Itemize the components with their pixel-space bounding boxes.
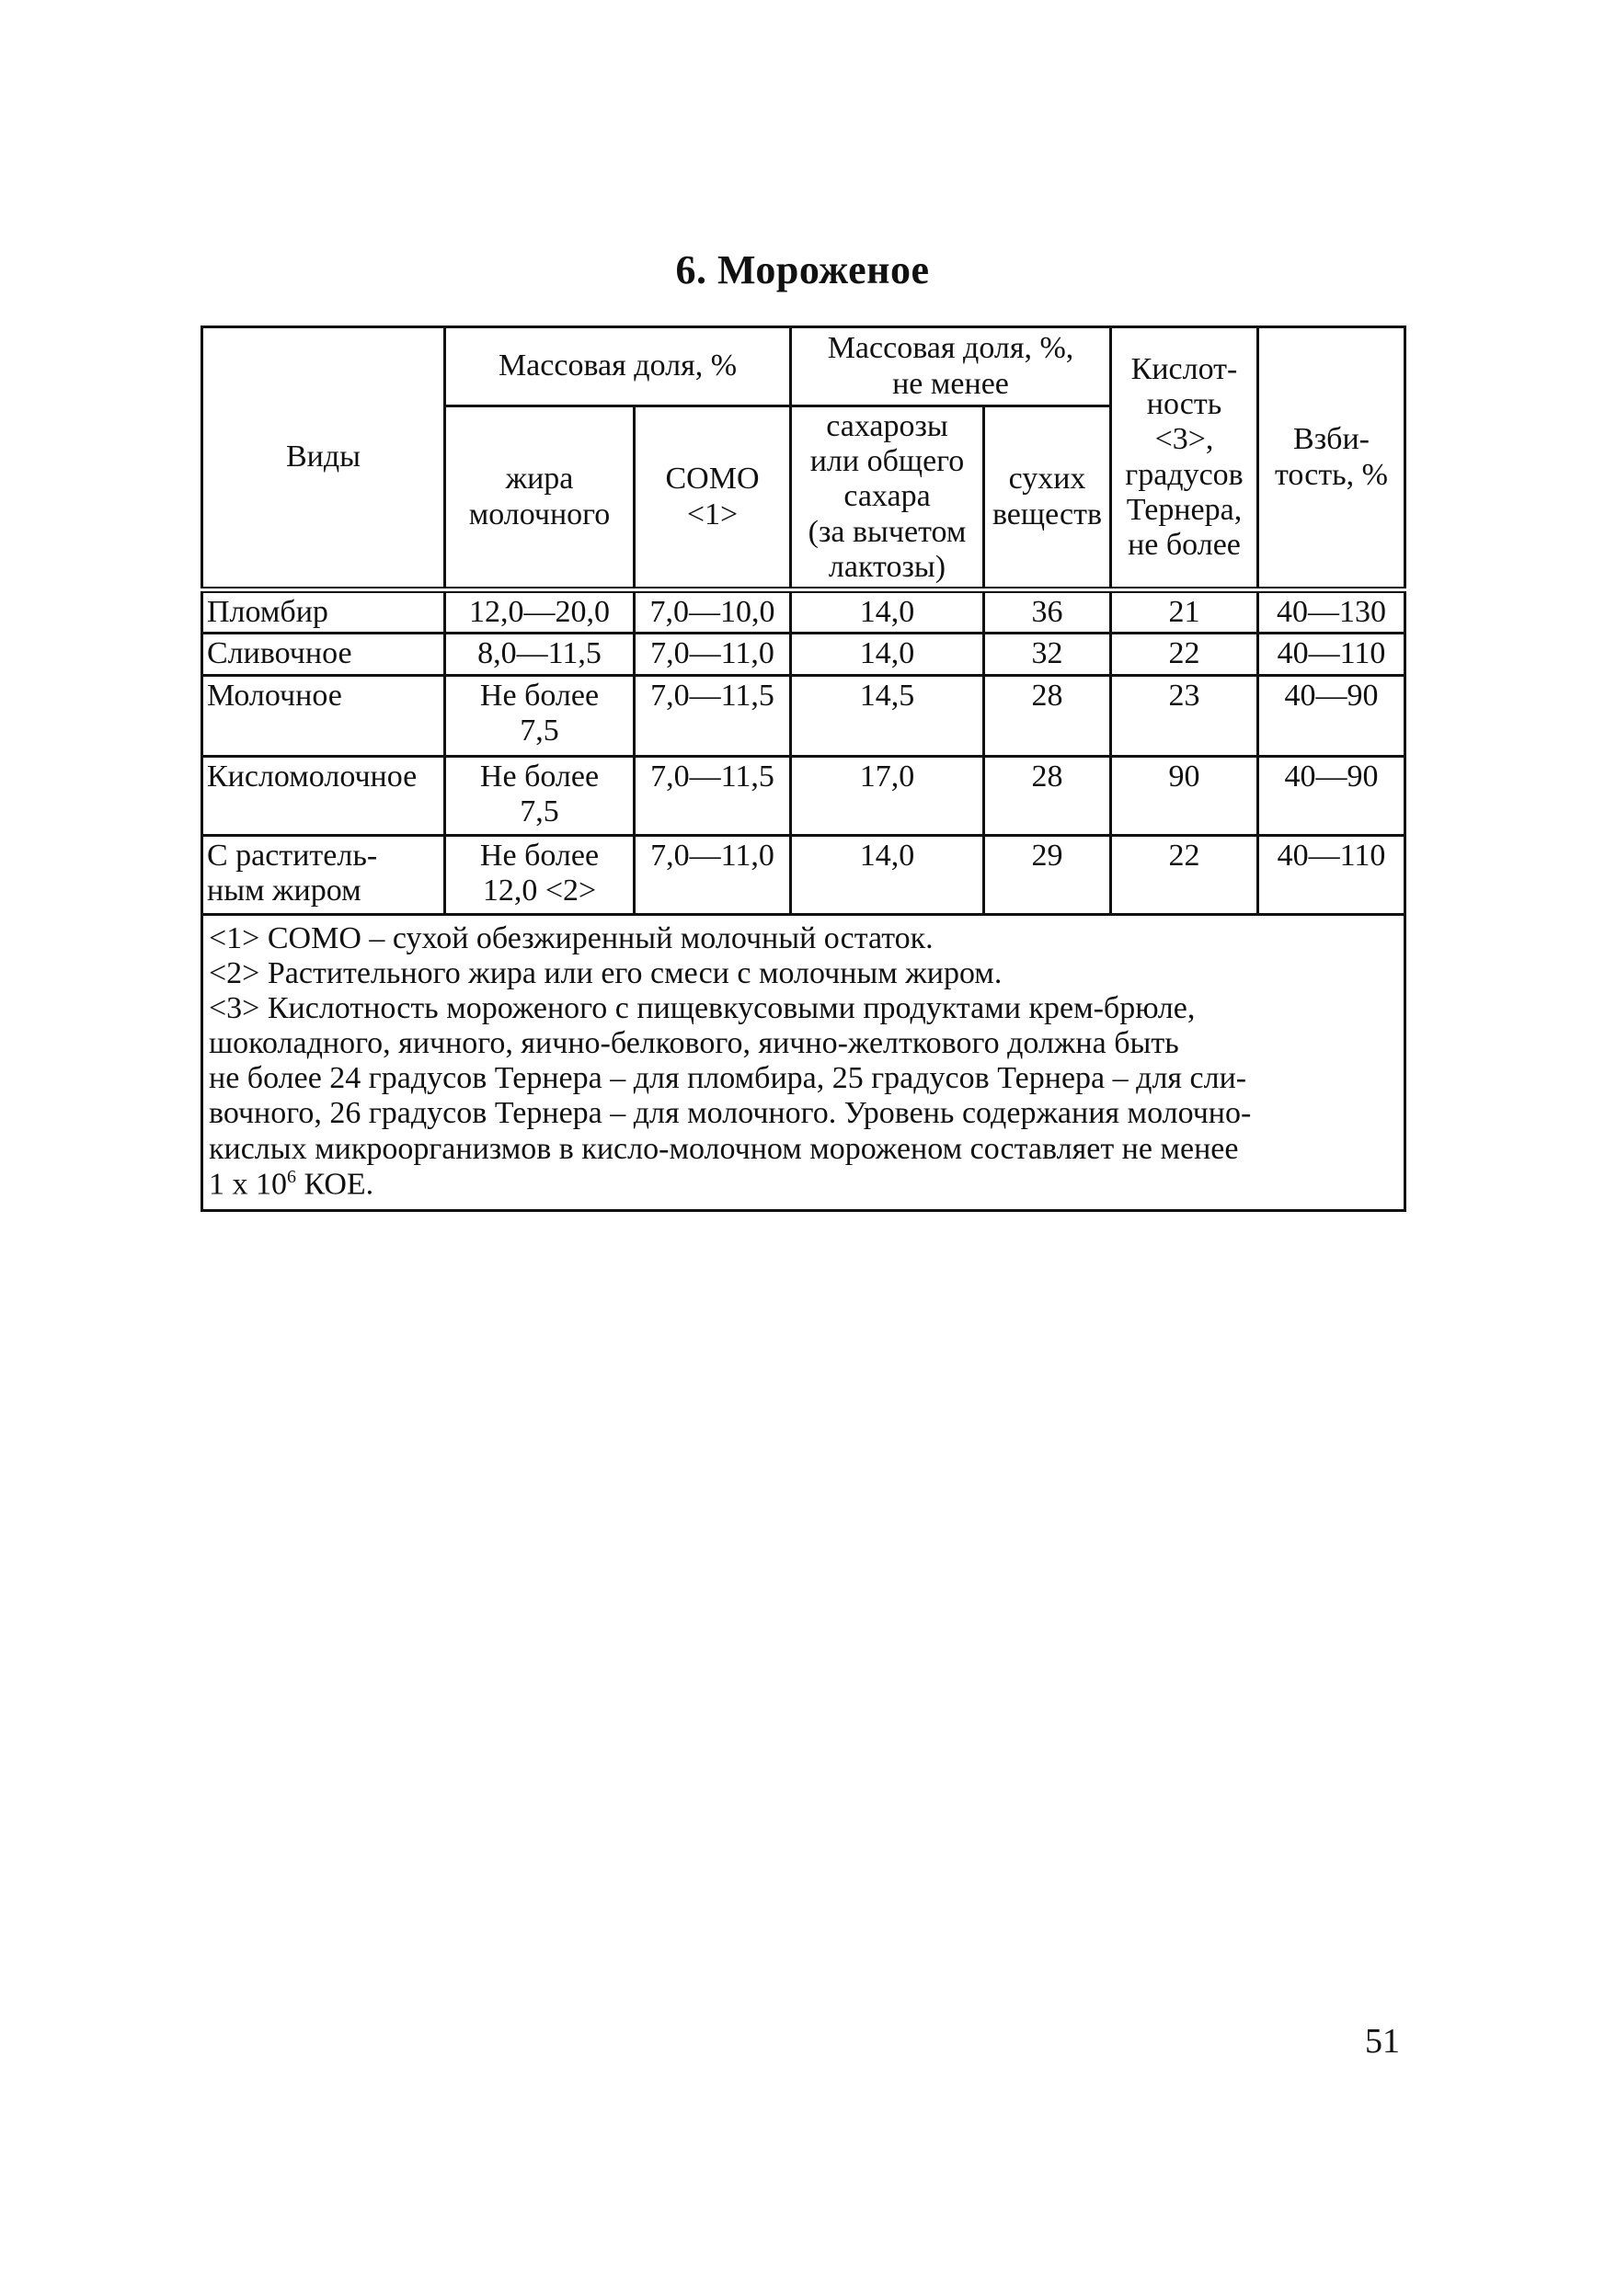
footnote-line: шоколадного, яичного, яично-белкового, яично-желткового должна быть [209,1026,1179,1061]
header-fat-l1: жира [505,462,574,497]
page-number: 51 [1365,2022,1400,2061]
cell-whip: 40—110 [1258,634,1405,676]
cell-whip: 40—90 [1258,757,1405,836]
notes-row [202,915,1405,1211]
table-row [202,836,1405,915]
header-somo-l2: <1> [686,497,739,531]
header-fat-l2: молочного [468,497,611,531]
cell-fat [445,590,635,634]
footnote-line: кислых микроорганизмов в кисло-молочном мороженом составляет не менее [209,1131,1239,1166]
header-acidity [1111,327,1258,590]
footnote-line: <2> Растительного жира или его смеси с молочным жиром. [209,956,1003,991]
cell-acidity: 22 [1111,634,1258,676]
header-solids-l1: сухих [1008,462,1086,497]
cell-fat [445,676,635,757]
footnote-cfu-prefix: 1 х 10 [209,1166,287,1201]
header-sugar-l3: сахара [843,479,931,514]
header-acidity-l2: ность [1146,387,1222,422]
table-row [202,676,1405,757]
cell-acidity: 22 [1111,836,1258,915]
cell-somo: 7,0—11,5 [635,676,791,757]
cell-solids: 36 [984,590,1111,634]
cell-name-line: С раститель- [207,839,378,874]
cell-whip: 40—90 [1258,676,1405,757]
cell-fat-line: Не более [479,760,600,794]
cell-name [202,676,445,757]
header-vidy: Виды [202,327,445,590]
cell-acidity: 23 [1111,676,1258,757]
cell-name [202,836,445,915]
cell-solids: 28 [984,757,1111,836]
cell-name-line: Сливочное [207,636,352,671]
footnote-line: <1> СОМО – сухой обезжиренный молочный остаток. [209,921,934,956]
cell-name-line: ным жиром [207,874,361,908]
table-row [202,634,1405,676]
header-sugar-l2: или общего [809,444,965,479]
cell-fat-line: 12,0—20,0 [469,595,610,629]
header-solids-l2: веществ [992,497,1103,531]
cell-somo: 7,0—11,5 [635,757,791,836]
cell-somo: 7,0—11,0 [635,634,791,676]
cell-name-line: Молочное [207,679,342,714]
cell-fat [445,757,635,836]
cell-sugar: 17,0 [791,757,984,836]
cell-name [202,634,445,676]
header-somo [635,406,791,590]
footnote-line: <3> Кислотность мороженого с пищевкусовыми продуктами крем-брюле, [209,991,1196,1026]
header-mass-fraction-min-line1: Массовая доля, %, [827,331,1074,366]
header-whip-l1: Взби- [1293,422,1370,457]
header-whip [1258,327,1405,590]
section-title: 6. Мороженое [675,247,930,292]
table-row [202,757,1405,836]
cell-fat-line: 8,0—11,5 [477,636,602,671]
header-acidity-l6: не более [1128,527,1241,562]
cell-sugar: 14,5 [791,676,984,757]
cell-solids: 28 [984,676,1111,757]
header-mass-fraction-min [791,327,1111,406]
header-acidity-l5: Тернера, [1126,492,1243,527]
cell-sugar: 14,0 [791,836,984,915]
footnote-cfu-exponent: 6 [287,1166,296,1187]
table-row [202,590,1405,634]
header-sugar-l1: сахарозы [826,409,948,444]
header-acidity-l3: <3>, [1154,422,1214,457]
cell-fat [445,836,635,915]
header-sugar-l4: (за вычетом [808,514,967,549]
footnotes [202,915,1405,1211]
header-somo-l1: СОМО [665,462,760,497]
header-acidity-l4: градусов [1125,457,1244,492]
ice-cream-table [201,326,1406,1212]
footnote-last-line [209,1167,1398,1202]
footnote-line: вочного, 26 градусов Тернера – для молочного. Уровень содержания молочно- [209,1096,1252,1131]
footnote-line: не более 24 градусов Тернера – для пломбира, 25 градусов Тернера – для сли- [209,1061,1247,1096]
cell-name [202,757,445,836]
header-whip-l2: тость, % [1274,457,1389,492]
cell-whip: 40—110 [1258,836,1405,915]
cell-fat-line: 12,0 <2> [482,874,597,908]
cell-fat-line: 7,5 [520,794,559,829]
cell-fat-line: Не более [479,679,600,714]
cell-fat-line: 7,5 [520,714,559,748]
cell-somo: 7,0—11,0 [635,836,791,915]
cell-fat-line: Не более [479,839,600,874]
cell-sugar: 14,0 [791,590,984,634]
cell-acidity: 21 [1111,590,1258,634]
cell-whip: 40—130 [1258,590,1405,634]
cell-name [202,590,445,634]
cell-solids: 29 [984,836,1111,915]
cell-acidity: 90 [1111,757,1258,836]
header-sugar-l5: лактозы) [828,549,946,584]
cell-somo: 7,0—10,0 [635,590,791,634]
header-sugar [791,406,984,590]
cell-solids: 32 [984,634,1111,676]
cell-name-line: Пломбир [207,595,328,629]
cell-sugar: 14,0 [791,634,984,676]
header-mass-fraction-min-line2: не менее [892,366,1009,401]
cell-name-line: Кисломолочное [207,760,418,794]
cell-fat [445,634,635,676]
header-acidity-l1: Кислот- [1130,352,1238,387]
header-mass-fraction: Массовая доля, % [445,327,791,406]
header-solids [984,406,1111,590]
header-fat [445,406,635,590]
footnote-cfu-suffix: КОЕ. [296,1166,374,1201]
